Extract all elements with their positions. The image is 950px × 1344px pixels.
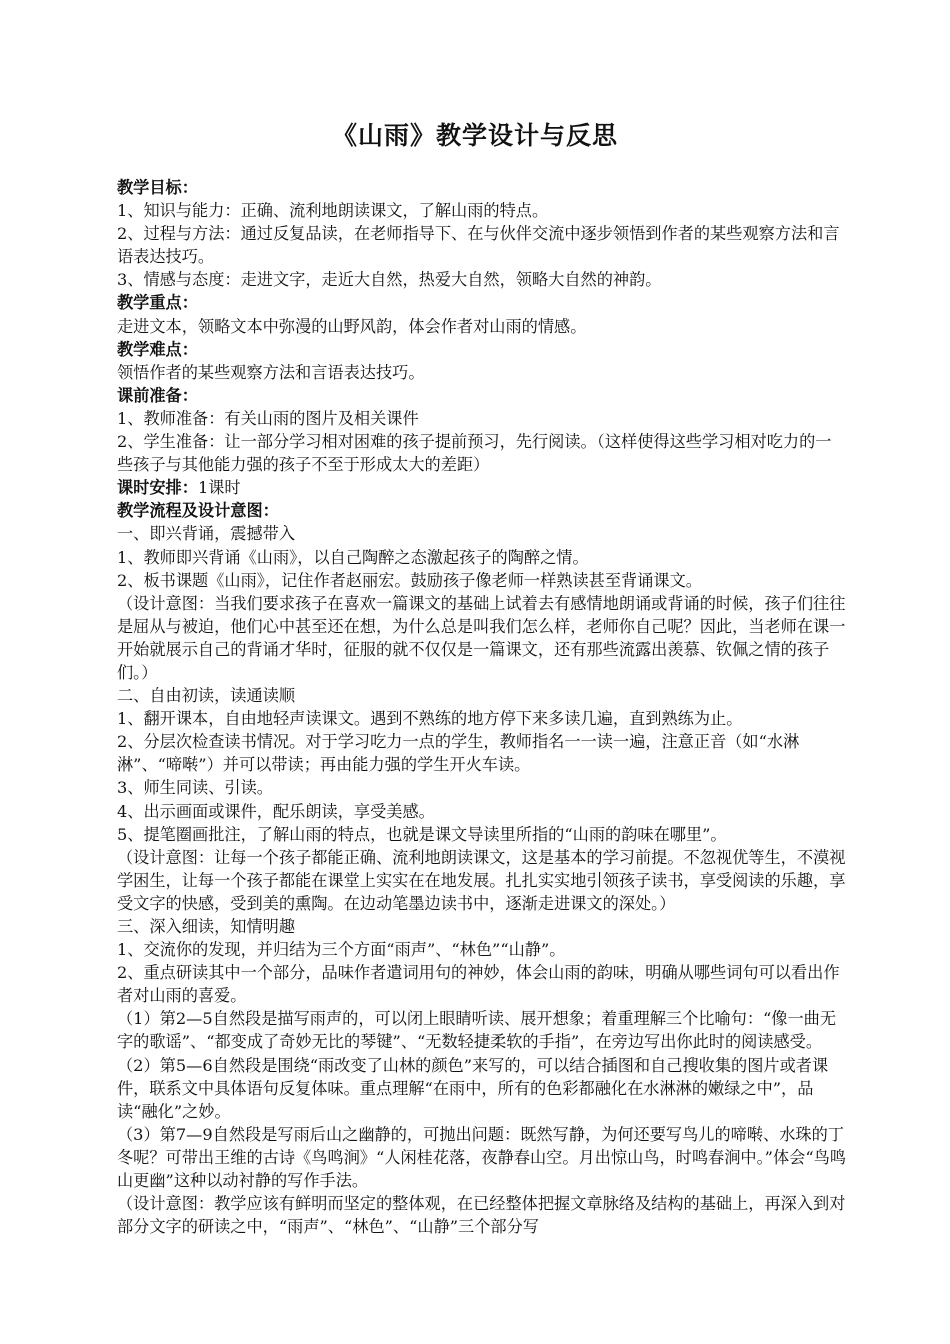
document-title: 《山雨》教学设计与反思 bbox=[331, 121, 618, 150]
schedule-text: 1课时 bbox=[197, 478, 241, 498]
key-point-text: 走进文本，领略文本中弥漫的山野风韵，体会作者对山雨的情感。 bbox=[117, 316, 587, 336]
preparation-item: 1、教师准备：有关山雨的图片及相关课件 bbox=[117, 408, 419, 428]
difficulty-heading: 教学难点： bbox=[117, 339, 198, 359]
goal-item: 3、情感与态度：走进文字，走近大自然，热爱大自然，领略大自然的神韵。 bbox=[117, 270, 662, 290]
goal-item: 2、过程与方法：通过反复品读，在老师指导下、在与伙伴交流中逐步领悟到作者的某些观察方法和言语表达技巧。 bbox=[117, 224, 840, 267]
flow-paragraph: 1、交流你的发现，并归结为三个方面“雨声”、“林色”“山静”。 bbox=[117, 940, 566, 960]
flow-paragraph: （3）第7—9自然段是写雨后山之幽静的，可抛出问题：既然写静，为何还要写鸟儿的啼啭、水珠的丁冬呢？可带出王维的古诗《鸟鸣涧》“人闲桂花落，夜静春山空。月出惊山鸟，时鸣春涧中。”体会“鸟鸣山更幽”这种以动衬静的写作手法。 bbox=[117, 1124, 846, 1191]
goals-heading: 教学目标： bbox=[117, 178, 198, 197]
flow-paragraph: 5、提笔圈画批注，了解山雨的特点，也就是课文导读里所指的“山雨的韵味在哪里”。 bbox=[117, 824, 727, 844]
flow-paragraph: 一、即兴背诵，震撼带入 bbox=[117, 524, 296, 544]
flow-paragraph: 4、出示画面或课件，配乐朗读，享受美感。 bbox=[117, 801, 435, 821]
key-point-heading: 教学重点： bbox=[117, 293, 198, 313]
flow-paragraph: （设计意图：当我们要求孩子在喜欢一篇课文的基础上试着去有感情地朗诵或背诵的时候，孩子们往往是屈从与被迫，他们心中甚至还在想，为什么总是叫我们怎么样，老师你自己呢？因此，当老师在课一开始就展示自己的背诵才华时，征服的就不仅仅是一篇课文，还有那些流露出羡慕、钦佩之情的孩子们。） bbox=[117, 593, 846, 682]
preparation-item: 2、学生准备：让一部分学习相对困难的孩子提前预习，先行阅读。（这样使得这些学习相对吃力的一些孩子与其他能力强的孩子不至于形成太大的差距） bbox=[117, 432, 832, 475]
flow-paragraph: （2）第5—6自然段是围绕“雨改变了山林的颜色”来写的，可以结合插图和自己搜收集的图片或者课件，联系文中具体语句反复体味。重点理解“在雨中，所有的色彩都融化在水淋淋的嫩绿之中”，品读“融化”之妙。 bbox=[117, 1055, 829, 1121]
flow-paragraph: 2、重点研读其中一个部分，品味作者遣词用句的神妙，体会山雨的韵味，明确从哪些词句可以看出作者对山雨的喜爱。 bbox=[117, 963, 840, 1006]
flow-paragraph: 三、深入细读，知情明趣 bbox=[117, 917, 296, 936]
flow-paragraph: 3、师生同读、引读。 bbox=[117, 778, 273, 798]
goal-item: 1、知识与能力：正确、流利地朗读课文，了解山雨的特点。 bbox=[117, 201, 549, 221]
flow-paragraph: （1）第2—5自然段是描写雨声的，可以闭上眼睛听读、展开想象；着重理解三个比喻句：“像一曲无字的歌谣”、“都变成了奇妙无比的琴键”、“无数轻捷柔软的手指”，在旁边写出你此时的阅读感受。 bbox=[117, 1009, 837, 1052]
difficulty-text: 领悟作者的某些观察方法和言语表达技巧。 bbox=[117, 362, 425, 382]
flow-paragraph: （设计意图：让每一个孩子都能正确、流利地朗读课文，这是基本的学习前提。不忽视优等生，不漠视学困生，让每一个孩子都能在课堂上实实在在地发展。扎扎实实地引领孩子读书，享受阅读的乐趣，享受文字的快感，受到美的熏陶。在边动笔墨边读书中，逐渐走进课文的深处。） bbox=[117, 847, 846, 913]
flow-paragraph: 2、板书课题《山雨》，记住作者赵丽宏。鼓励孩子像老师一样熟读甚至背诵课文。 bbox=[117, 570, 702, 590]
document-body bbox=[117, 176, 847, 1238]
flow-paragraph: 1、教师即兴背诵《山雨》，以自己陶醉之态激起孩子的陶醉之情。 bbox=[117, 547, 589, 567]
preparation-heading: 课前准备： bbox=[117, 385, 198, 405]
flow-paragraph: 2、分层次检查读书情况。对于学习吃力一点的学生，教师指名一一读一遍，注意正音（如“水淋淋”、“啼啭”）并可以带读；再由能力强的学生开火车读。 bbox=[117, 732, 800, 775]
flow-paragraph: 1、翻开课本，自由地轻声读课文。遇到不熟练的地方停下来多读几遍，直到熟练为止。 bbox=[117, 709, 743, 729]
flow-paragraph: 二、自由初读，读通读顺 bbox=[117, 686, 296, 706]
flow-paragraph: （设计意图：教学应该有鲜明而坚定的整体观，在已经整体把握文章脉络及结构的基础上，再深入到对部分文字的研读之中，“雨声”、“林色”、“山静”三个部分写 bbox=[117, 1194, 846, 1237]
flow-heading: 教学流程及设计意图： bbox=[117, 501, 279, 521]
schedule-heading: 课时安排： bbox=[117, 478, 198, 498]
schedule-line bbox=[117, 476, 847, 499]
